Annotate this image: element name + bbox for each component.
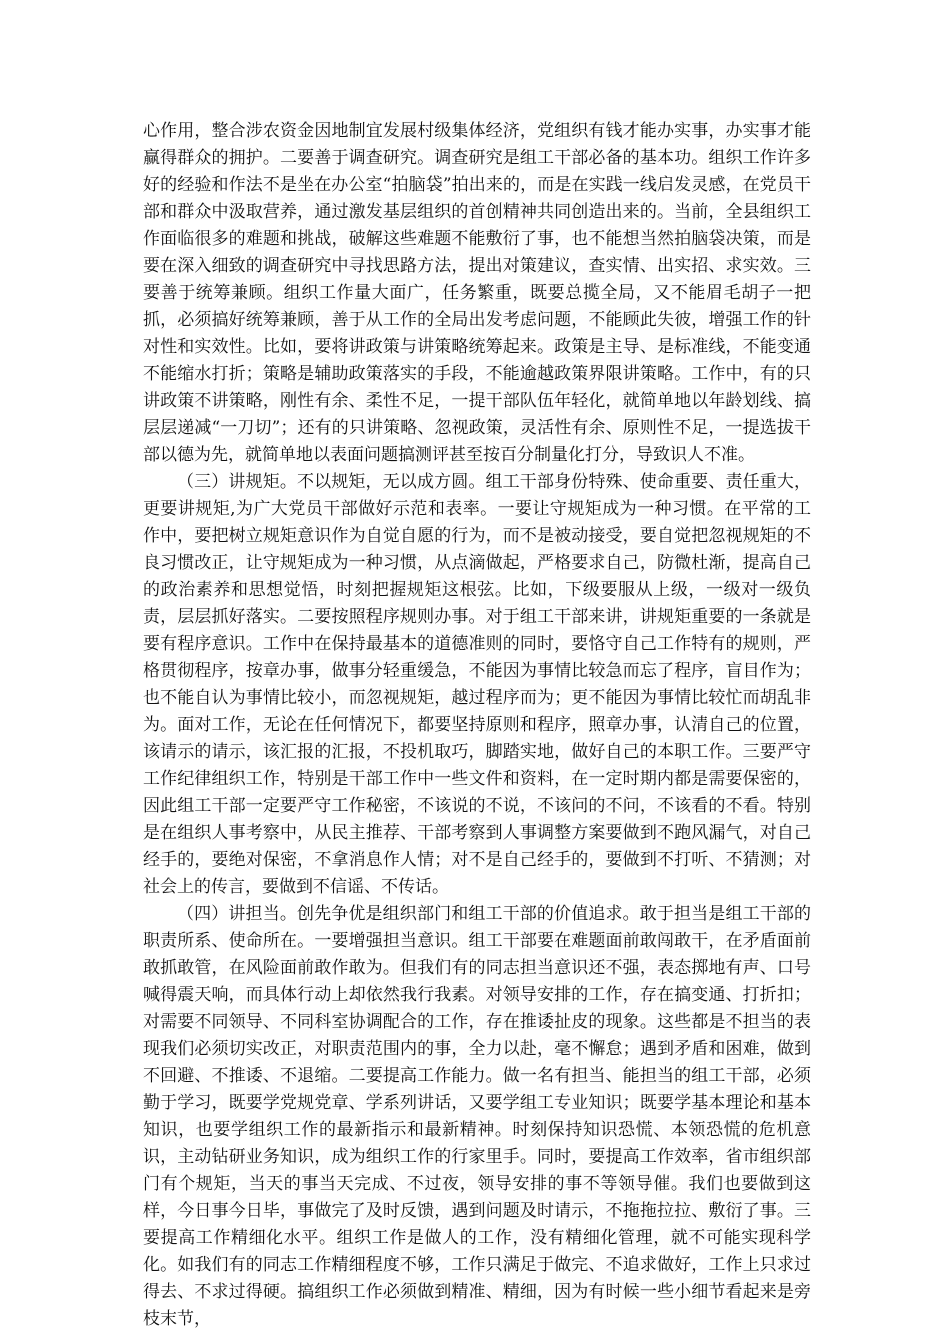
- paragraph-section-3-rules: （三）讲规矩。不以规矩，无以成方圆。组工干部身份特殊、使命重要、责任重大，更要讲规矩,为广大党员干部做好示范和表率。一要让守规矩成为一种习惯。在平常的工作中，要把树立规矩意识作为自觉自愿的行为，而不是被动接受，要自觉把忽视规矩的不良习惯改正，让守规矩成为一种习惯，从点滴做起，严格要求自己，防微杜渐，提高自己的政治素养和思想觉悟，时刻把握规矩这根弦。比如，下级要服从上级，一级对一级负责，层层抓好落实。二要按照程序规则办事。对于组工干部来讲，讲规矩重要的一条就是要有程序意识。工作中在保持最基本的道德准则的同时，要恪守自己工作特有的规则，严格贯彻程序，按章办事，做事分轻重缓急，不能因为事情比较急而忘了程序，盲目作为；也不能自认为事情比较小，而忽视规矩，越过程序而为；更不能因为事情比较忙而胡乱非为。面对工作，无论在任何情况下，都要坚持原则和程序，照章办事，认清自己的位置，该请示的请示，该汇报的汇报，不投机取巧，脚踏实地，做好自己的本职工作。三要严守工作纪律组织工作，特别是干部工作中一些文件和资料，在一定时期内都是需要保密的，因此组工干部一定要严守工作秘密，不该说的不说，不该问的不问，不该看的不看。特别是在组织人事考察中，从民主推荐、干部考察到人事调整方案要做到不跑风漏气，对自己经手的，要绝对保密，不拿消息作人情；对不是自己经手的，要做到不打听、不猜测；对社会上的传言，要做到不信谣、不传话。: [143, 472, 811, 897]
- paragraph-section-4-responsibility: （四）讲担当。创先争优是组织部门和组工干部的价值追求。敢于担当是组工干部的职责所系、使命所在。一要增强担当意识。组工干部要在难题面前敢闯敢干，在矛盾面前敢抓敢管，在风险面前敢作敢为。但我们有的同志担当意识还不强，表态掷地有声、口号喊得震天响，而具体行动上却依然我行我素。对领导安排的工作，存在搞变通、打折扣；对需要不同领导、不同科室协调配合的工作，存在推诿扯皮的现象。这些都是不担当的表现我们必须切实改正，对职责范围内的事，全力以赴，毫不懈怠；遇到矛盾和困难，做到不回避、不推诿、不退缩。二要提高工作能力。做一名有担当、能担当的组工干部，必须勤于学习，既要学党规党章、学系列讲话，又要学组工专业知识；既要学基本理论和基本知识，也要学组织工作的最新指示和最新精神。时刻保持知识恐慌、本领恐慌的危机意识，主动钻研业务知识，成为组织工作的行家里手。同时，要提高工作效率，省市组织部门有个规矩，当天的事当天完成、不过夜，领导安排的事不等领导催。我们也要做到这样，今日事今日毕，事做完了及时反馈，遇到问题及时请示，不拖拖拉拉、敷衍了事。三要提高工作精细化水平。组织工作是做人的工作，没有精细化管理，就不可能实现科学化。如我们有的同志工作精细程度不够，工作只满足于做完、不追求做好，工作上只求过得去、不求过得硬。搞组织工作必须做到精准、精细，因为有时候一些小细节看起来是旁枝末节，: [143, 904, 811, 1329]
- document-body: [143, 118, 811, 1333]
- paragraph-continuation: 心作用，整合涉农资金因地制宜发展村级集体经济，党组织有钱才能办实事，办实事才能赢得群众的拥护。二要善于调查研究。调查研究是组工干部必备的基本功。组织工作许多好的经验和作法不是坐在办公室“拍脑袋”拍出来的，而是在实践一线启发灵感，在党员干部和群众中汲取营养，通过激发基层组织的首创精神共同创造出来的。当前，全县组织工作面临很多的难题和挑战，破解这些难题不能敷衍了事，也不能想当然拍脑袋决策，而是要在深入细致的调查研究中寻找思路方法，提出对策建议，查实情、出实招、求实效。三要善于统筹兼顾。组织工作量大面广，任务繁重，既要总揽全局，又不能眉毛胡子一把抓，必须搞好统筹兼顾，善于从工作的全局出发考虑问题，不能顾此失彼，增强工作的针对性和实效性。比如，要将讲政策与讲策略统筹起来。政策是主导、是标准线，不能变通不能缩水打折；策略是辅助政策落实的手段，不能逾越政策界限讲策略。工作中，有的只讲政策不讲策略，刚性有余、柔性不足，一提干部队伍年轻化，就简单地以年龄划线、搞层层递减“一刀切”；还有的只讲策略、忽视政策，灵活性有余、原则性不足，一提选拔干部以德为先，就简单地以表面问题搞测评甚至按百分制量化打分，导致识人不准。: [143, 121, 811, 465]
